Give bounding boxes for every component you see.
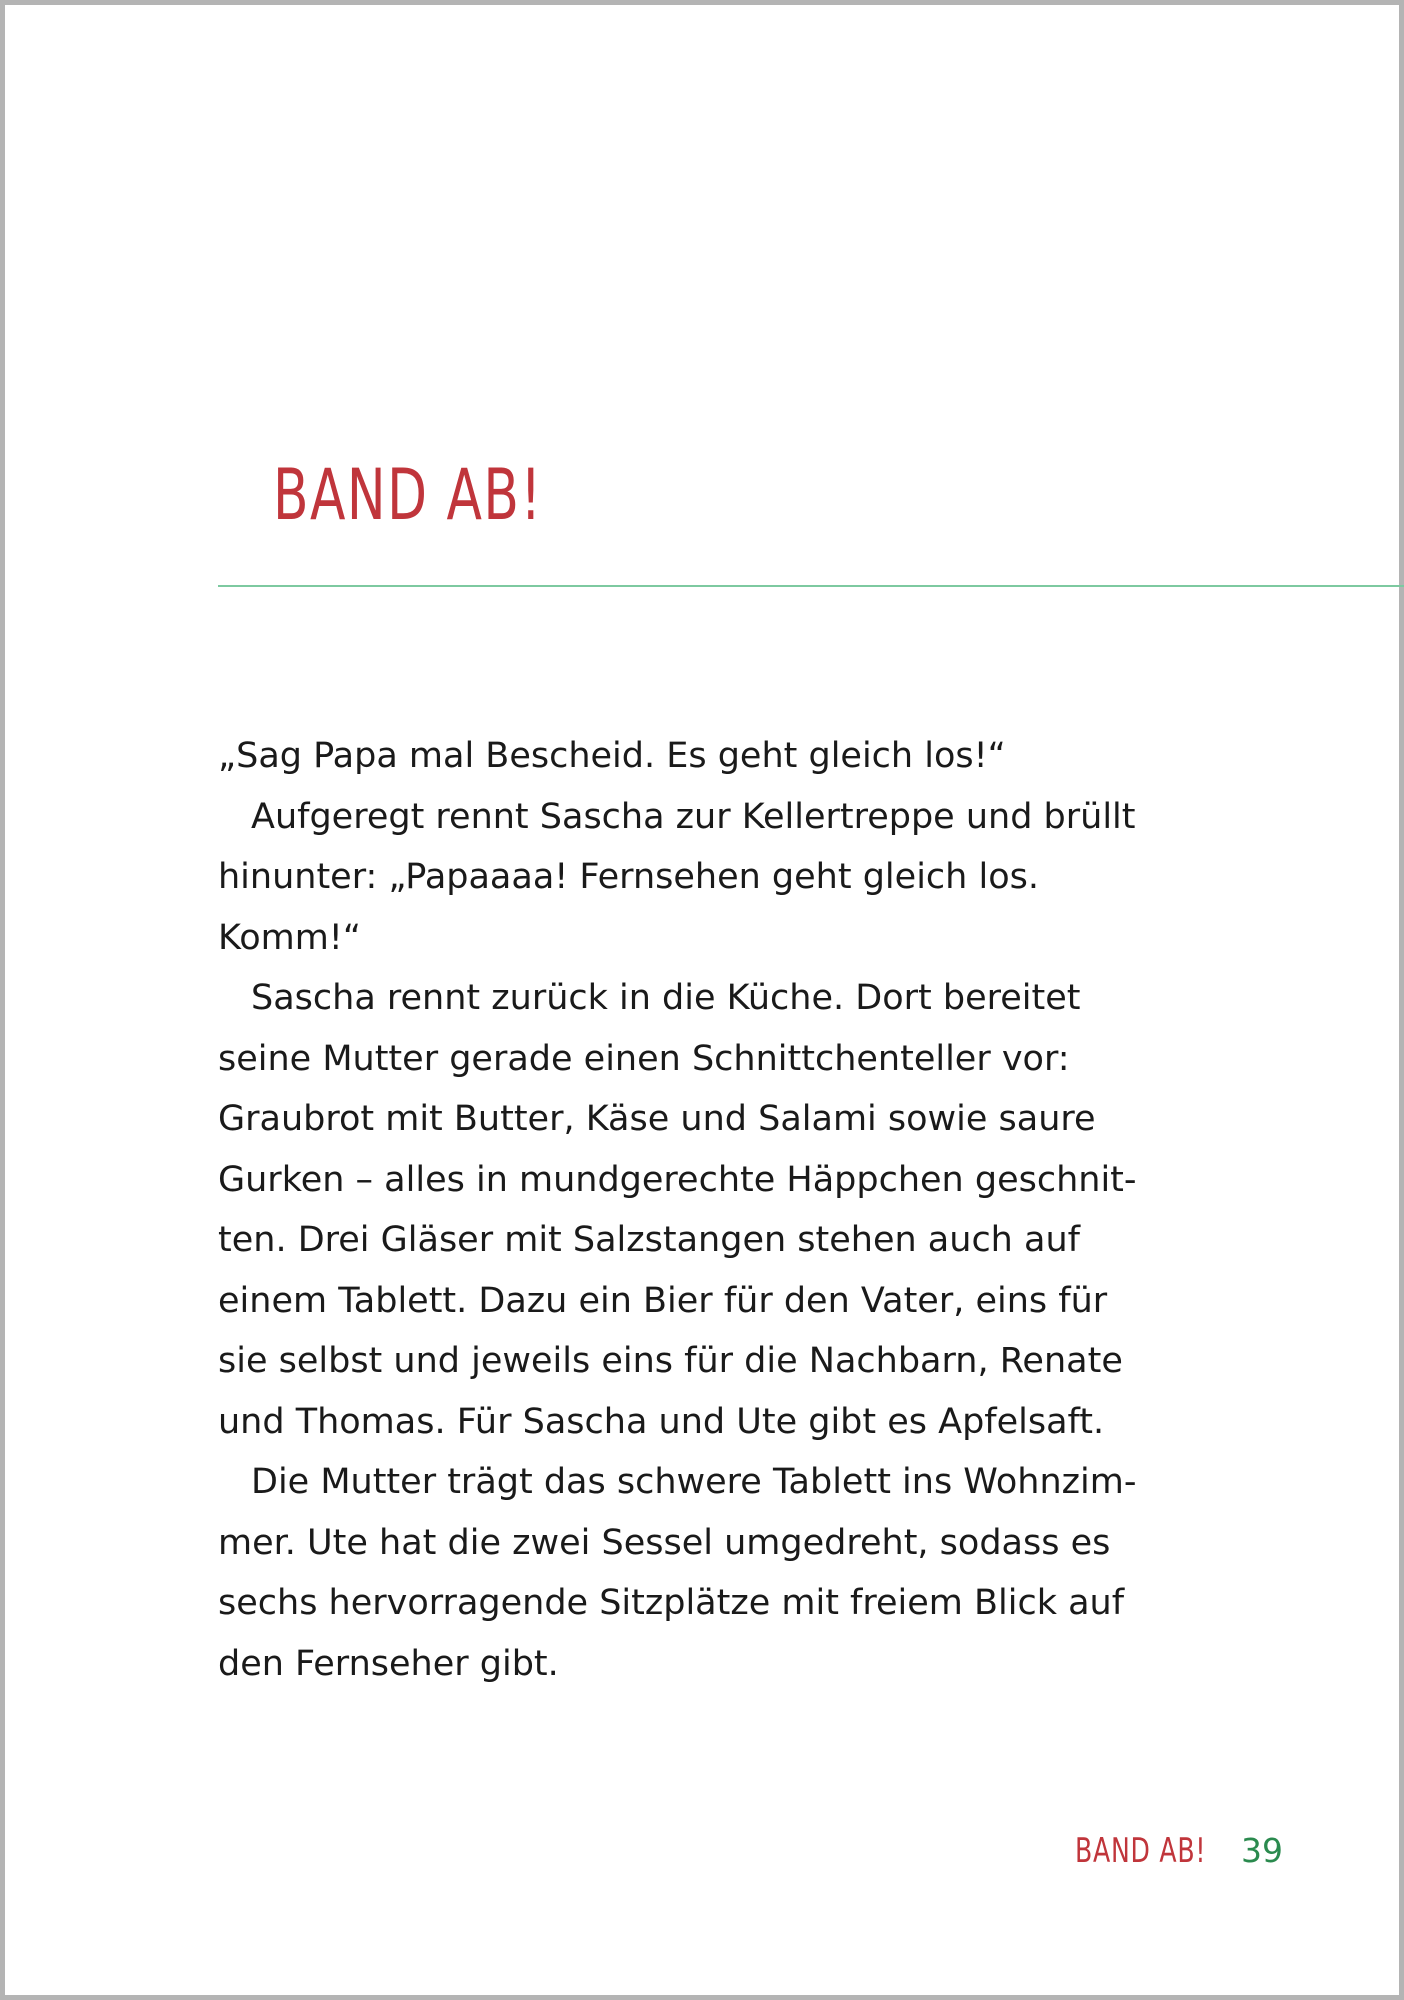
text-line: mer. Ute hat die zwei Sessel umgedreht, sodass es [218,1522,1111,1563]
text-line: hinunter: „Papaaaa! Fernsehen geht gleich los. [218,857,1039,897]
text-line: Graubrot mit Butter, Käse und Salami sowie saure [218,1099,1096,1139]
body-text [218,726,1218,1694]
text-line: Gurken – alles in mundgerechte Häppchen geschnit- [218,1159,1137,1200]
text-line: sechs hervorragende Sitzplätze mit freiem Blick auf [218,1583,1125,1623]
text-line: ten. Drei Gläser mit Salzstangen stehen auch auf [218,1220,1080,1260]
text-line: Die Mutter trägt das schwere Tablett ins Wohnzim- [251,1462,1137,1502]
text-line: Sascha rennt zurück in die Küche. Dort bereitet [251,978,1081,1018]
text-line: sie selbst und jeweils eins für die Nachbarn, Renate [218,1341,1123,1381]
text-line: den Fernseher gibt. [218,1643,559,1684]
text-line: Aufgeregt rennt Sascha zur Kellertreppe und brüllt [251,796,1136,837]
title-divider [218,585,1404,587]
text-line: „Sag Papa mal Bescheid. Es geht gleich los!“ [218,736,1006,776]
page-footer [1075,1831,1283,1871]
running-head: BAND AB! [1075,1831,1207,1871]
text-line: seine Mutter gerade einen Schnittchenteller vor: [218,1038,1070,1079]
text-line: einem Tablett. Dazu ein Bier für den Vater, eins für [218,1280,1108,1321]
text-line: Komm!“ [218,917,361,958]
page-number: 39 [1241,1831,1283,1870]
text-line: und Thomas. Für Sascha und Ute gibt es Apfelsaft. [218,1401,1105,1442]
chapter-title: BAND AB! [273,454,543,536]
